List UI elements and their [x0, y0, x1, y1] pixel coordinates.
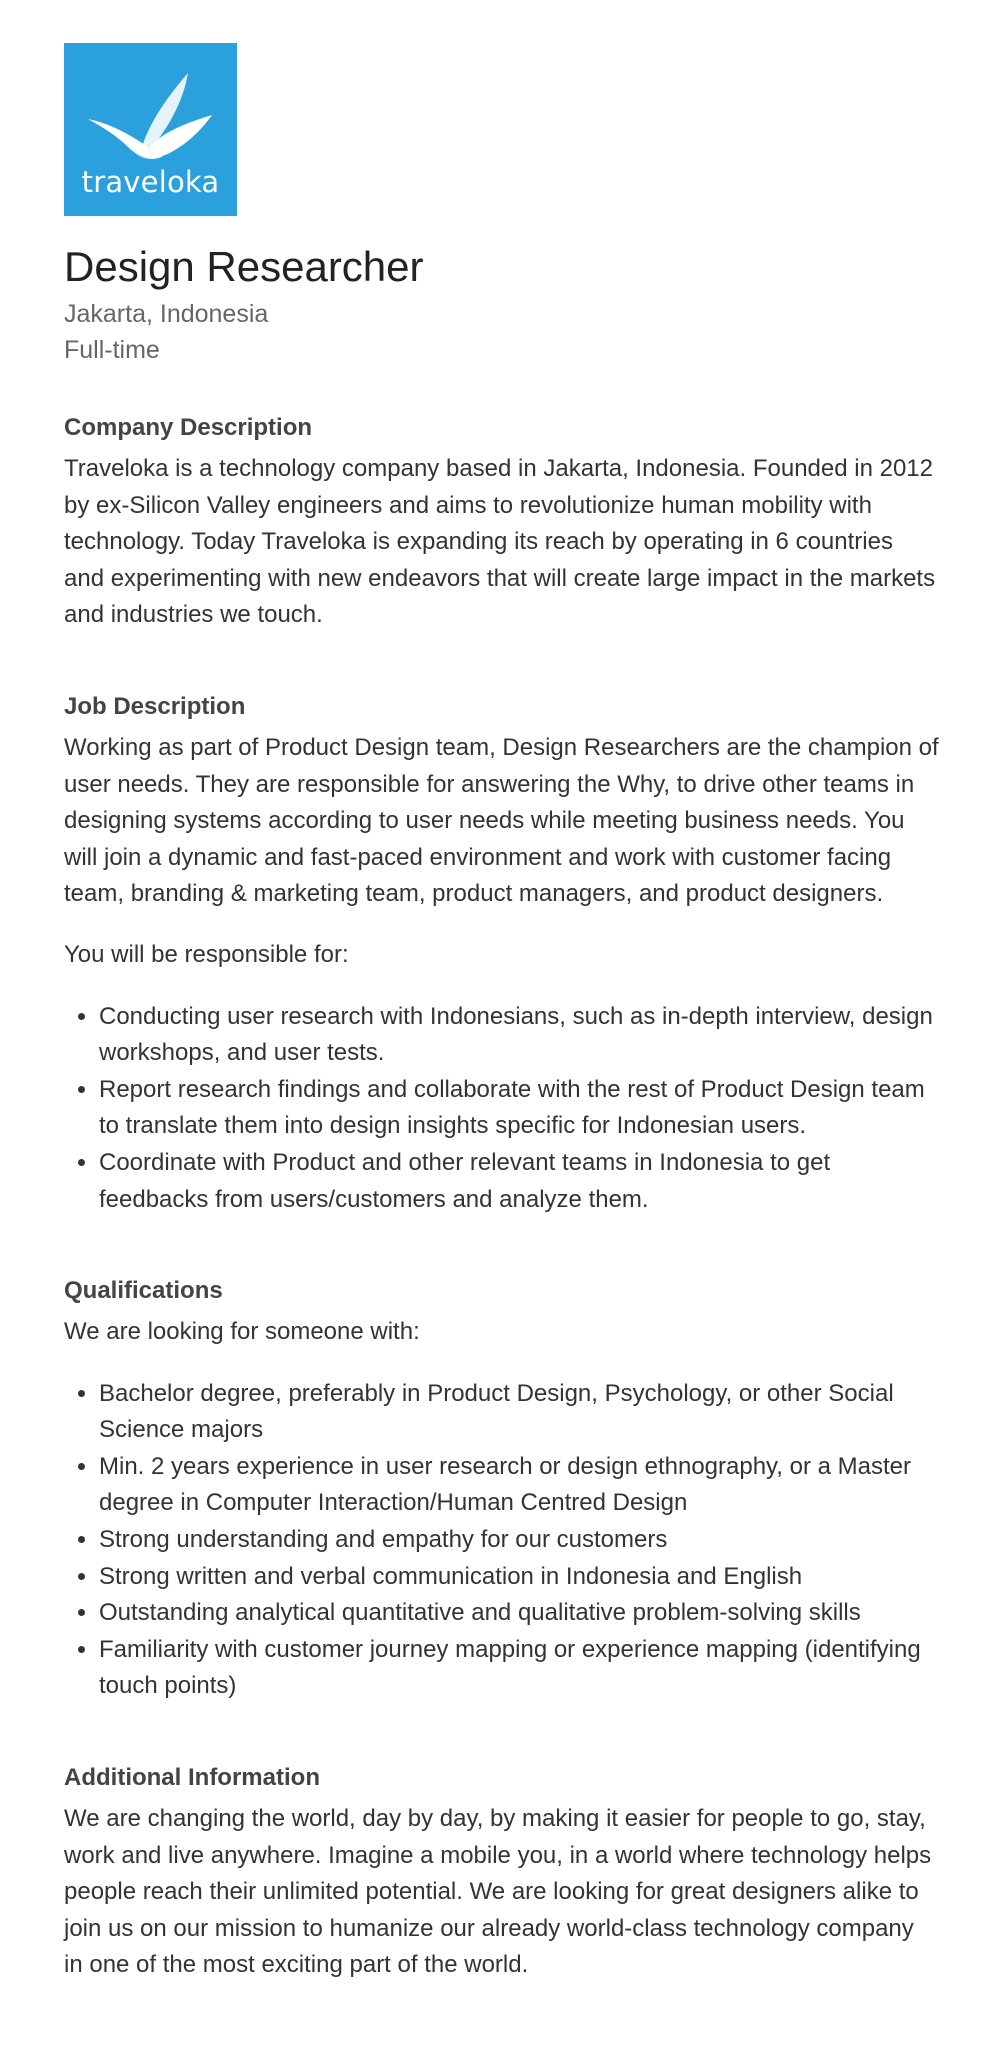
- qualifications-intro: We are looking for someone with:: [64, 1318, 420, 1346]
- job-type: Full-time: [64, 336, 160, 364]
- job-title: Design Researcher: [64, 243, 424, 290]
- job-location: Jakarta, Indonesia: [64, 300, 269, 328]
- list-item: • Coordinate with Product and other relevant teams in Indonesia to get feedbacks from users/customers and analyze them.: [99, 1145, 939, 1218]
- company-description-text: Traveloka is a technology company based in Jakarta, Indonesia. Founded in 2012 by ex-Silicon Valley engineers and aims to revolutionize human mobility with technology. Today Traveloka is expanding its reach by operating in 6 countries and experimenting with new endeavors that will create large impact in the markets and industries we touch.: [64, 455, 936, 629]
- job-description-text: Working as part of Product Design team, Design Researchers are the champion of user needs. They are responsible for answering the Why, to drive other teams in designing systems according to user needs while meeting business needs. You will join a dynamic and fast-paced environment and work with customer facing team, branding & marketing team, product managers, and product designers.: [64, 733, 939, 908]
- list-item: • Conducting user research with Indonesians, such as in-depth interview, design workshops, and user tests.: [99, 999, 939, 1072]
- list-item: • Bachelor degree, preferably in Product Design, Psychology, or other Social Science majors: [99, 1376, 939, 1449]
- list-item: • Strong written and verbal communication in Indonesia and English: [99, 1559, 939, 1596]
- list-item: • Report research findings and collaborate with the rest of Product Design team to translate them into design insights specific for Indonesian users.: [99, 1072, 939, 1145]
- company-description-section: [64, 412, 939, 634]
- company-description-heading: Company Description: [64, 414, 313, 441]
- additional-information-heading: Additional Information: [64, 1764, 320, 1792]
- additional-information-section: [64, 1762, 939, 1984]
- responsibilities-intro: You will be responsible for:: [64, 940, 349, 968]
- qualifications-list: [64, 1376, 939, 1705]
- responsibilities-list: [64, 999, 939, 1219]
- qualifications-section: [64, 1275, 939, 1705]
- additional-information-text: We are changing the world, day by day, by making it easier for people to go, stay, work and live anywhere. Imagine a mobile you, in a world where technology helps people reach their unlimited potential. We are looking for great designers alike to join us on our mission to humanize our already world-class technology company in one of the most exciting part of the world.: [64, 1805, 932, 1979]
- list-item: • Outstanding analytical quantitative and qualitative problem-solving skills: [99, 1595, 939, 1632]
- list-item: • Strong understanding and empathy for our customers: [99, 1522, 939, 1559]
- logo-wordmark: traveloka: [81, 165, 220, 199]
- list-item: • Familiarity with customer journey mapping or experience mapping (identifying touch points): [99, 1632, 939, 1705]
- job-description-heading: Job Description: [64, 692, 246, 720]
- qualifications-heading: Qualifications: [64, 1277, 223, 1305]
- list-item: • Min. 2 years experience in user research or design ethnography, or a Master degree in Computer Interaction/Human Centred Design: [99, 1449, 939, 1522]
- job-description-section: [64, 691, 939, 1218]
- company-logo: [64, 43, 237, 216]
